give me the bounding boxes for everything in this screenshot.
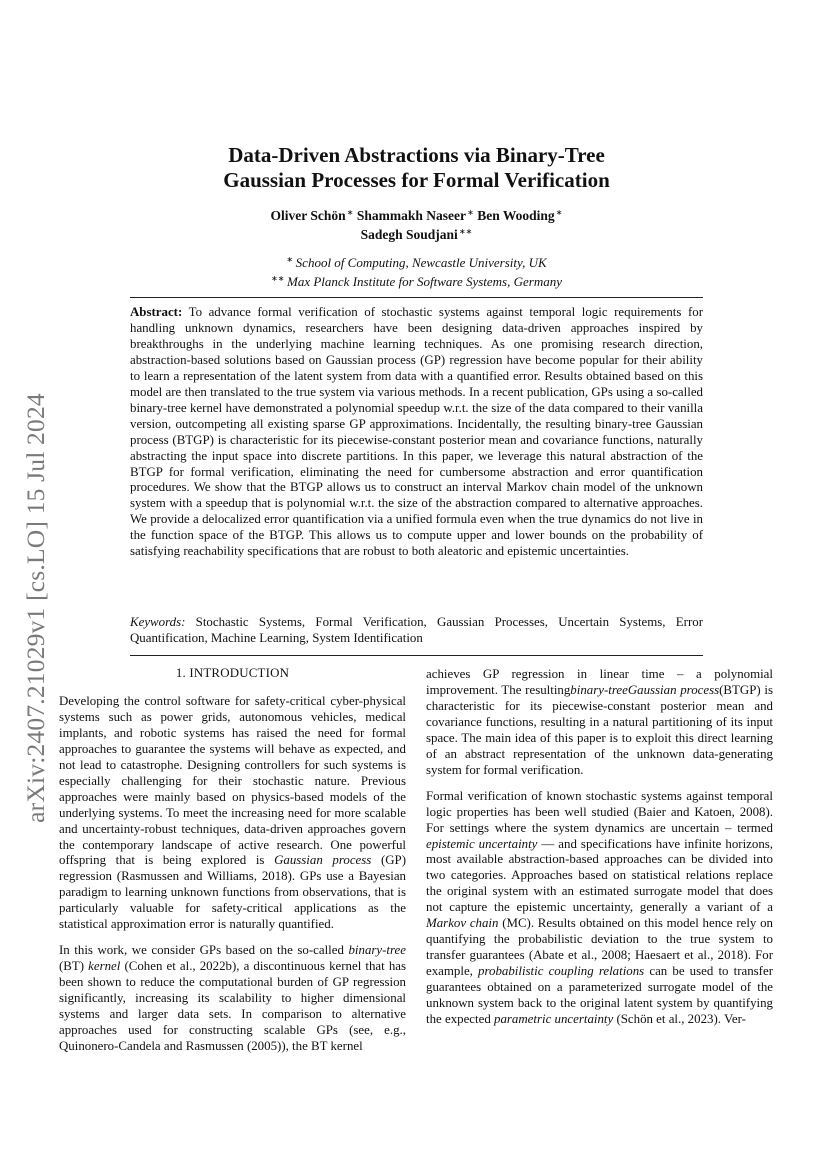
body-column-right xyxy=(426,667,773,1038)
text-run: achieves GP regression in linear time – a polynomial improvement. The resulting xyxy=(426,667,773,697)
text-run: (Schön et al., 2023). Ver- xyxy=(613,1012,746,1027)
emphasized-term: probabilistic coupling relations xyxy=(478,964,645,979)
author-list xyxy=(130,205,703,243)
author-affiliation-mark: ∗ xyxy=(346,208,354,217)
affiliations xyxy=(130,252,703,290)
title-line-1: Data-Driven Abstractions via Binary-Tree xyxy=(228,143,605,167)
keywords-label: Keywords: xyxy=(130,615,186,629)
text-run: Formal verification of known stochastic systems against temporal logic properties has been well studied (Baier and Katoen, 2008). For settings where the system dynamics are uncertain – termed xyxy=(426,788,773,835)
paragraph-intro-3 xyxy=(426,789,773,1028)
affiliation-mark: ∗∗ xyxy=(270,274,285,283)
emphasized-term: Markov chain xyxy=(426,916,499,931)
affiliation-line xyxy=(130,271,703,290)
emphasized-term: Gaussian process xyxy=(274,853,372,868)
author-name: Ben Wooding xyxy=(477,208,555,223)
body-column-left xyxy=(59,666,406,1065)
keywords xyxy=(130,614,703,646)
emphasized-term: epistemic uncertainty xyxy=(426,836,538,851)
affiliation-line xyxy=(130,252,703,271)
emphasized-term: binary-tree xyxy=(570,682,628,697)
text-run: (Cohen et al., 2022b), a discontinuous kernel that has been shown to reduce the computational burden of GP regression significantly, increasing its scalability to higher dimensional systems and larger data sets. In comparison to alternative approaches used for constructing scalable GPs (see, e.g., Quinonero-Candela and Rasmussen (2005)), the BT kernel xyxy=(59,959,406,1053)
paragraph-intro-2 xyxy=(59,943,406,1055)
abstract-top-rule xyxy=(130,297,703,298)
affiliation-text: Max Planck Institute for Software Systems, Germany xyxy=(287,274,562,289)
author-line-2 xyxy=(130,224,703,243)
emphasized-term: parametric uncertainty xyxy=(494,1012,614,1027)
text-run: In this work, we consider GPs based on the so-called xyxy=(59,943,349,958)
abstract-bottom-rule xyxy=(130,655,703,656)
text-run: (BTGP) is characteristic for its piecewise-constant posterior mean and covariance functions, resulting in a natural partitioning of its input space. The main idea of this paper is to exploit this direct learning of an abstract representation of the unknown data-generating system for formal verification. xyxy=(426,682,773,777)
paper-title xyxy=(130,143,703,193)
author-name: Oliver Schön xyxy=(270,208,346,223)
paragraph-intro-2-continued xyxy=(426,667,773,779)
emphasized-term: kernel xyxy=(88,959,121,974)
text-run: — and specifications have infinite horizons, most available abstraction-based approaches can be divided into two categories. Approaches based on statistical relations replace the original system with an estimated surrogate model that does not capture the epistemic uncertainty, generally a variant of a xyxy=(426,836,773,915)
emphasized-term: Gaussian process xyxy=(627,682,720,697)
text-run: Developing the control software for safety-critical cyber-physical systems such as power grids, autonomous vehicles, medical implants, and robotic systems has raised the need for formal approaches to guarantee the systems will behave as expected, and not lead to catastrophe. Designing controllers for such systems is especially challenging for their stochastic nature. Previous approaches were mainly based on physics-based models of the underlying systems. To meet the increasing need for more scalable and uncertainty-robust techniques, data-driven approaches govern the contemporary landscape of active research. One powerful offspring that is being explored is xyxy=(59,693,406,868)
title-line-2: Gaussian Processes for Formal Verification xyxy=(223,168,610,192)
author-line-1 xyxy=(130,205,703,224)
keywords-text: Stochastic Systems, Formal Verification, Gaussian Processes, Uncertain Systems, Error Quantification, Machine Learning, System Identification xyxy=(130,615,703,645)
affiliation-text: School of Computing, Newcastle University, UK xyxy=(295,255,547,270)
author-affiliation-mark: ∗∗ xyxy=(458,227,473,236)
arxiv-sidebar-stamp xyxy=(18,367,54,849)
text-run: (GP) regression (Rasmussen and Williams, 2018). GPs use a Bayesian paradigm to learning unknown functions from observations, that is particularly valuable for safety-critical applications as the statistical approximation error is naturally quantified. xyxy=(59,853,407,932)
author-affiliation-mark: ∗ xyxy=(555,208,563,217)
abstract xyxy=(130,305,703,560)
section-heading-introduction: 1. INTRODUCTION xyxy=(175,666,290,680)
arxiv-identifier: arXiv:2407.21029v1 [cs.LO] 15 Jul 2024 xyxy=(21,393,50,823)
text-run: (BT) xyxy=(59,959,89,974)
paragraph-intro-1 xyxy=(59,694,406,933)
author-affiliation-mark: ∗ xyxy=(467,208,474,217)
author-name: Shammakh Naseer xyxy=(356,208,466,223)
abstract-label: Abstract: xyxy=(130,305,183,319)
affiliation-mark: ∗ xyxy=(286,255,294,264)
text-run: can be used to transfer guarantees obtained on a parameterized surrogate model of the unknown system back to the original latent system by quantifying the expected xyxy=(426,964,773,1027)
emphasized-term: binary-tree xyxy=(348,943,406,958)
abstract-text: To advance formal verification of stochastic systems against temporal logic requirements for handling unknown dynamics, researchers have been designing data-driven approaches inspired by breakthroughs in the underlying machine learning techniques. As one promising research direction, abstraction-based solutions based on Gaussian process (GP) regression have become popular for their ability to learn a representation of the latent system from data with a quantified error. Results obtained based on this model are then translated to the true system via various methods. In a recent publication, GPs using a so-called binary-tree kernel have demonstrated a polynomial speedup w.r.t. the size of the data compared to their vanilla version, outcompeting all existing sparse GP approximations. Incidentally, the resulting binary-tree Gaussian process (BTGP) is characteristic for its piecewise-constant posterior mean and covariance functions, naturally abstracting the input space into discrete partitions. In this paper, we leverage this natural abstraction of the BTGP for formal verification, eliminating the need for cumbersome abstraction and error quantification procedures. We show that the BTGP allows us to construct an interval Markov chain model of the unknown system with a speedup that is polynomial w.r.t. the size of the abstraction compared to alternative approaches. We provide a delocalized error quantification via a unified formula even when the true dynamics do not live in the function space of the BTGP. This allows us to compute upper and lower bounds on the probability of satisfying reachability specifications that are robust to both aleatoric and epistemic uncertainties. xyxy=(130,305,703,559)
text-run: (MC). Results obtained on this model hence rely on quantifying the probabilistic deviation to the true system to transfer guarantees (Abate et al., 2008; Haesaert et al., 2018). For example, xyxy=(426,916,773,979)
author-name: Sadegh Soudjani xyxy=(360,227,458,242)
